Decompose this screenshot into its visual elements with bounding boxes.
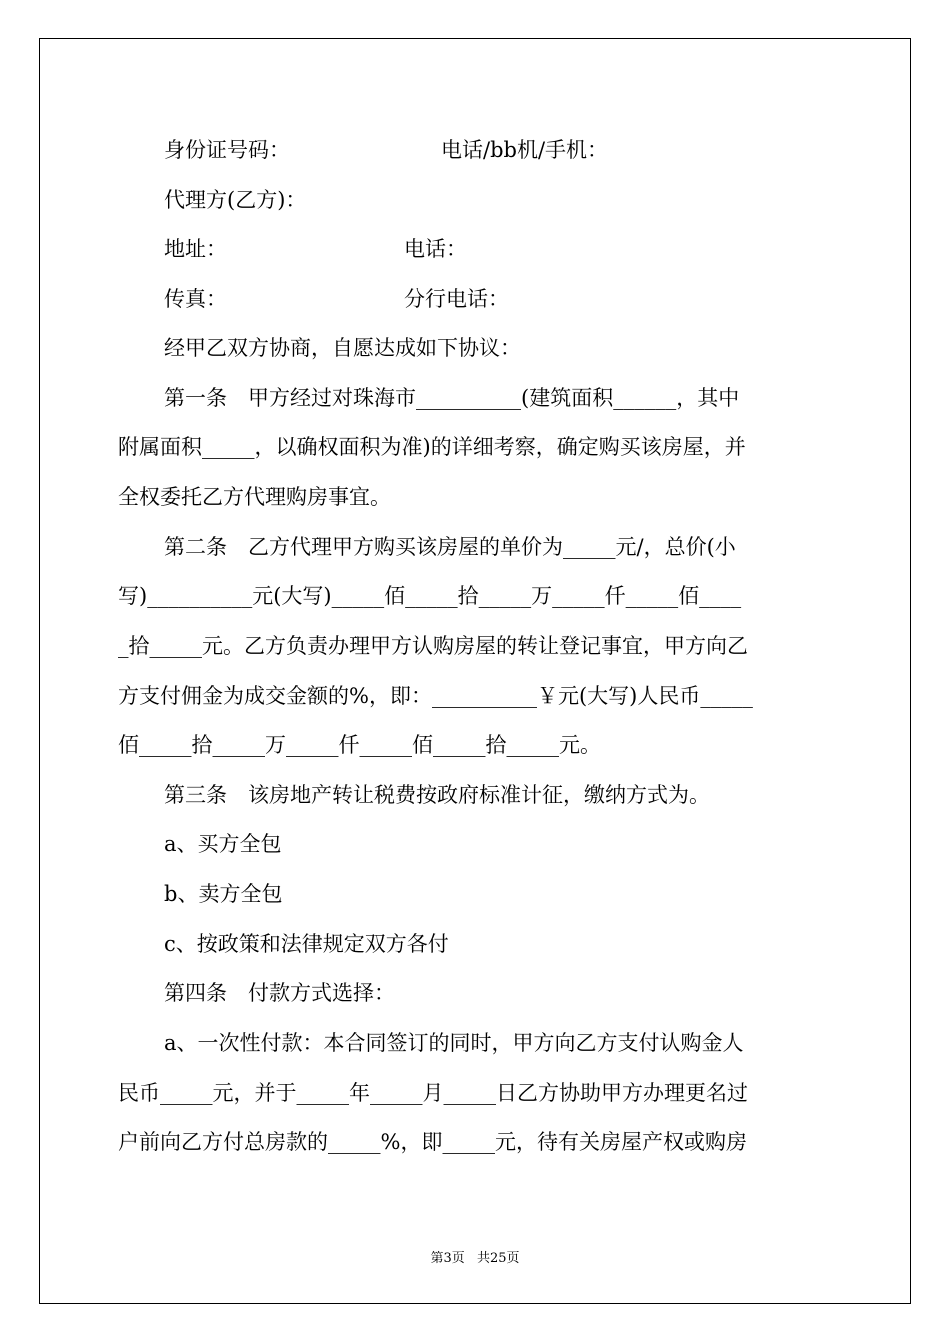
id-number-label: 身份证号码： (164, 138, 290, 162)
option-b: b、卖方全包 (164, 882, 283, 906)
article-3-line-1: 第三条 该房地产转让税费按政府标准计征，缴纳方式为。 (164, 783, 710, 807)
option-c: c、按政策和法律规定双方各付 (164, 932, 449, 956)
agreement-intro: 经甲乙双方协商，自愿达成如下协议： (164, 336, 521, 360)
page-footer (0, 1247, 950, 1266)
phone-mobile-label: 电话/bb机/手机： (441, 138, 609, 162)
option-a: a、买方全包 (164, 832, 282, 856)
article-4-line-2: a、一次性付款：本合同签订的同时，甲方向乙方支付认购金人 (164, 1031, 744, 1055)
article-1-line-2: 附属面积_____，以确权面积为准)的详细考察，确定购买该房屋，并 (118, 435, 746, 459)
phone-label: 电话： (404, 237, 467, 261)
article-2-line-1: 第二条 乙方代理甲方购买该房屋的单价为_____元/，总价(小 (164, 535, 736, 559)
article-2-line-2: 写)__________元(大写)_____佰_____拾_____万_____仟_____佰____ (118, 584, 742, 608)
article-4-line-1: 第四条 付款方式选择： (164, 981, 395, 1005)
total-pages: 共25页 (476, 1251, 520, 1266)
branch-phone-label: 分行电话： (404, 287, 509, 311)
agent-party-label: 代理方(乙方)： (164, 188, 307, 212)
current-page-number: 第3页 (430, 1251, 465, 1266)
article-4-line-4: 户前向乙方付总房款的_____%，即_____元，待有关房屋产权或购房 (118, 1130, 747, 1154)
article-2-line-5: 佰_____拾_____万_____仟_____佰_____拾_____元。 (118, 733, 601, 757)
page-border (39, 38, 911, 1304)
fax-label: 传真： (164, 287, 227, 311)
address-label: 地址： (164, 237, 227, 261)
article-1-line-1: 第一条 甲方经过对珠海市__________(建筑面积______，其中 (164, 386, 740, 410)
article-2-line-4: 方支付佣金为成交金额的%，即：__________￥元(大写)人民币_____ (118, 684, 753, 708)
article-1-line-3: 全权委托乙方代理购房事宜。 (118, 485, 391, 509)
article-4-line-3: 民币_____元，并于_____年_____月_____日乙方协助甲方办理更名过 (118, 1081, 748, 1105)
article-2-line-3: _拾_____元。乙方负责办理甲方认购房屋的转让登记事宜，甲方向乙 (118, 634, 748, 658)
